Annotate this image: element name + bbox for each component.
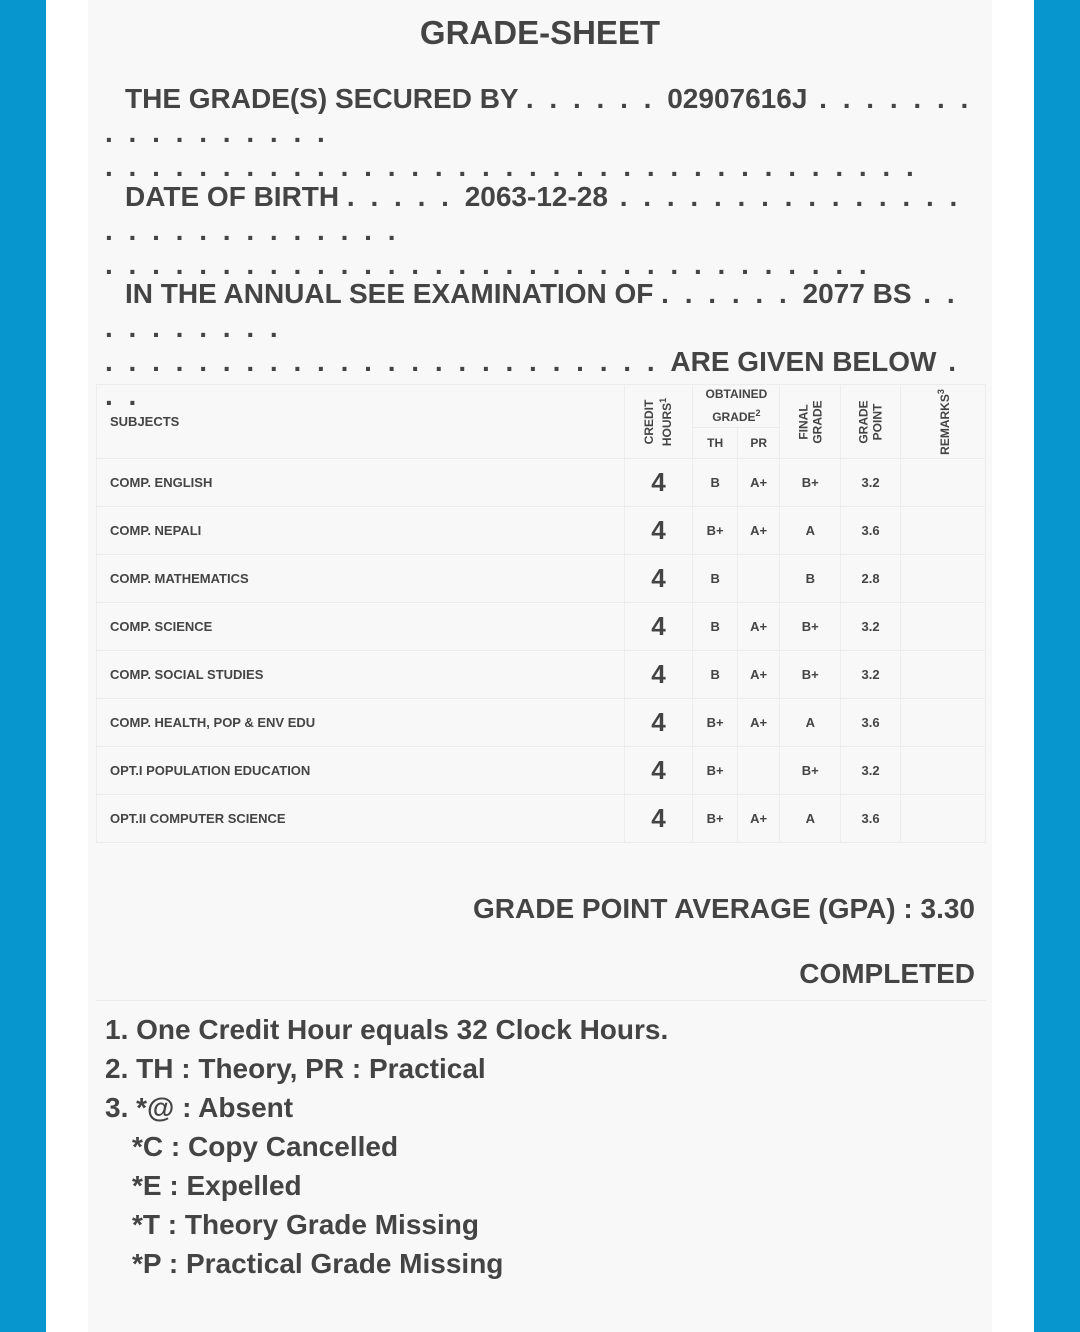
grades-table <box>96 384 986 843</box>
footnotes <box>105 1010 668 1283</box>
final-grade-cell: A <box>780 507 841 555</box>
symbol-number: 02907616J <box>667 83 808 114</box>
dob-value: 2063-12-28 <box>464 181 608 212</box>
remarks-header: REMARKS$^3$ <box>900 385 985 459</box>
remarks-cell <box>900 507 985 555</box>
grade-point-cell: 3.6 <box>841 699 901 747</box>
remarks-cell <box>900 747 985 795</box>
pr-header: PR <box>737 428 780 459</box>
credit-cell: 4 <box>624 603 693 651</box>
subjects-header: SUBJECTS <box>97 385 625 459</box>
final-grade-cell: B+ <box>780 651 841 699</box>
table-row <box>97 603 986 651</box>
pr-grade-cell: A+ <box>737 507 780 555</box>
credit-cell: 4 <box>624 555 693 603</box>
subject-cell: COMP. MATHEMATICS <box>97 555 625 603</box>
pr-grade-cell: A+ <box>737 699 780 747</box>
th-grade-cell: B <box>693 459 738 507</box>
grade-point-cell: 3.2 <box>841 651 901 699</box>
th-grade-cell: B <box>693 555 738 603</box>
remarks-cell <box>900 699 985 747</box>
table-row <box>97 459 986 507</box>
grade-point-cell: 3.6 <box>841 507 901 555</box>
secured-by-label: THE GRADE(S) SECURED BY <box>125 83 519 114</box>
grade-point-cell: 3.2 <box>841 459 901 507</box>
grade-sheet <box>88 0 992 1332</box>
th-grade-cell: B <box>693 603 738 651</box>
grade-point-cell: 3.2 <box>841 747 901 795</box>
remarks-cell <box>900 795 985 843</box>
credit-hours-header: CREDIT HOURS$^1$ <box>624 385 693 459</box>
obtained-grade-header: OBTAINED GRADE$^2$ <box>693 385 780 428</box>
table-row <box>97 747 986 795</box>
secured-by-line: THE GRADE(S) SECURED BY . . . . . . 02907616J . . . . . . . . . . . . . . . . . . . . . . . . . . . . . . . . . . . . . . . . . . . . . . . . . . . . <box>105 83 973 182</box>
grade-point-cell: 3.2 <box>841 603 901 651</box>
footnote-2: 2. TH : Theory, PR : Practical <box>105 1053 486 1084</box>
grade-point-cell: 3.6 <box>841 795 901 843</box>
credit-cell: 4 <box>624 699 693 747</box>
th-header: TH <box>693 428 738 459</box>
exam-suffix: ARE GIVEN BELOW <box>670 346 937 377</box>
table-row <box>97 651 986 699</box>
th-grade-cell: B+ <box>693 699 738 747</box>
pr-grade-cell: A+ <box>737 603 780 651</box>
grade-point-cell: 2.8 <box>841 555 901 603</box>
final-grade-cell: B+ <box>780 603 841 651</box>
final-grade-cell: B <box>780 555 841 603</box>
pr-grade-cell: A+ <box>737 795 780 843</box>
final-grade-cell: A <box>780 699 841 747</box>
exam-year: 2077 BS <box>802 278 912 309</box>
table-row <box>97 555 986 603</box>
footnote-3-theory-missing: *T : Theory Grade Missing <box>132 1209 479 1240</box>
page-title: GRADE-SHEET <box>419 14 661 51</box>
footnote-3: 3. *@ : Absent <box>105 1092 294 1123</box>
result-status: COMPLETED <box>799 958 975 989</box>
dob-line: DATE OF BIRTH . . . . . 2063-12-28 . . . . . . . . . . . . . . . . . . . . . . . . . . . . . . . . . . . . . . . . . . . . . . . . . . . . . . . . . . . . . <box>105 181 962 280</box>
pr-grade-cell: A+ <box>737 651 780 699</box>
footnote-1: 1. One Credit Hour equals 32 Clock Hours. <box>105 1014 669 1045</box>
remarks-cell <box>900 651 985 699</box>
pr-grade-cell: A+ <box>737 459 780 507</box>
subject-cell: COMP. NEPALI <box>97 507 625 555</box>
credit-cell: 4 <box>624 651 693 699</box>
subject-cell: COMP. SOCIAL STUDIES <box>97 651 625 699</box>
final-grade-cell: A <box>780 795 841 843</box>
th-grade-cell: B+ <box>693 507 738 555</box>
subject-cell: COMP. ENGLISH <box>97 459 625 507</box>
remarks-cell <box>900 603 985 651</box>
credit-cell: 4 <box>624 795 693 843</box>
page-background <box>46 0 1034 1332</box>
divider <box>96 1000 986 1001</box>
gpa-summary: GRADE POINT AVERAGE (GPA) : 3.30 <box>473 893 975 924</box>
pr-grade-cell <box>737 555 780 603</box>
table-row <box>97 507 986 555</box>
grade-point-header: GRADE POINT <box>841 385 901 459</box>
subject-cell: COMP. HEALTH, POP & ENV EDU <box>97 699 625 747</box>
subject-cell: OPT.II COMPUTER SCIENCE <box>97 795 625 843</box>
table-row <box>97 699 986 747</box>
subject-cell: OPT.I POPULATION EDUCATION <box>97 747 625 795</box>
credit-cell: 4 <box>624 507 693 555</box>
subject-cell: COMP. SCIENCE <box>97 603 625 651</box>
th-grade-cell: B <box>693 651 738 699</box>
table-row <box>97 795 986 843</box>
remarks-cell <box>900 555 985 603</box>
final-grade-header: FINAL GRADE <box>780 385 841 459</box>
final-grade-cell: B+ <box>780 459 841 507</box>
credit-cell: 4 <box>624 459 693 507</box>
footnote-3-expelled: *E : Expelled <box>132 1170 302 1201</box>
footnote-3-practical-missing: *P : Practical Grade Missing <box>132 1248 504 1279</box>
th-grade-cell: B+ <box>693 795 738 843</box>
final-grade-cell: B+ <box>780 747 841 795</box>
footnote-3-copy-cancelled: *C : Copy Cancelled <box>132 1131 399 1162</box>
exam-line: IN THE ANNUAL SEE EXAMINATION OF . . . . . . 2077 BS . . . . . . . . . . . . . . . . . . . . . . . . . . . . . . . . . . ARE GIVEN BELOW . . . <box>105 278 960 411</box>
exam-label: IN THE ANNUAL SEE EXAMINATION OF <box>125 278 654 309</box>
dob-label: DATE OF BIRTH <box>125 181 340 212</box>
th-grade-cell: B+ <box>693 747 738 795</box>
remarks-cell <box>900 459 985 507</box>
pr-grade-cell <box>737 747 780 795</box>
credit-cell: 4 <box>624 747 693 795</box>
